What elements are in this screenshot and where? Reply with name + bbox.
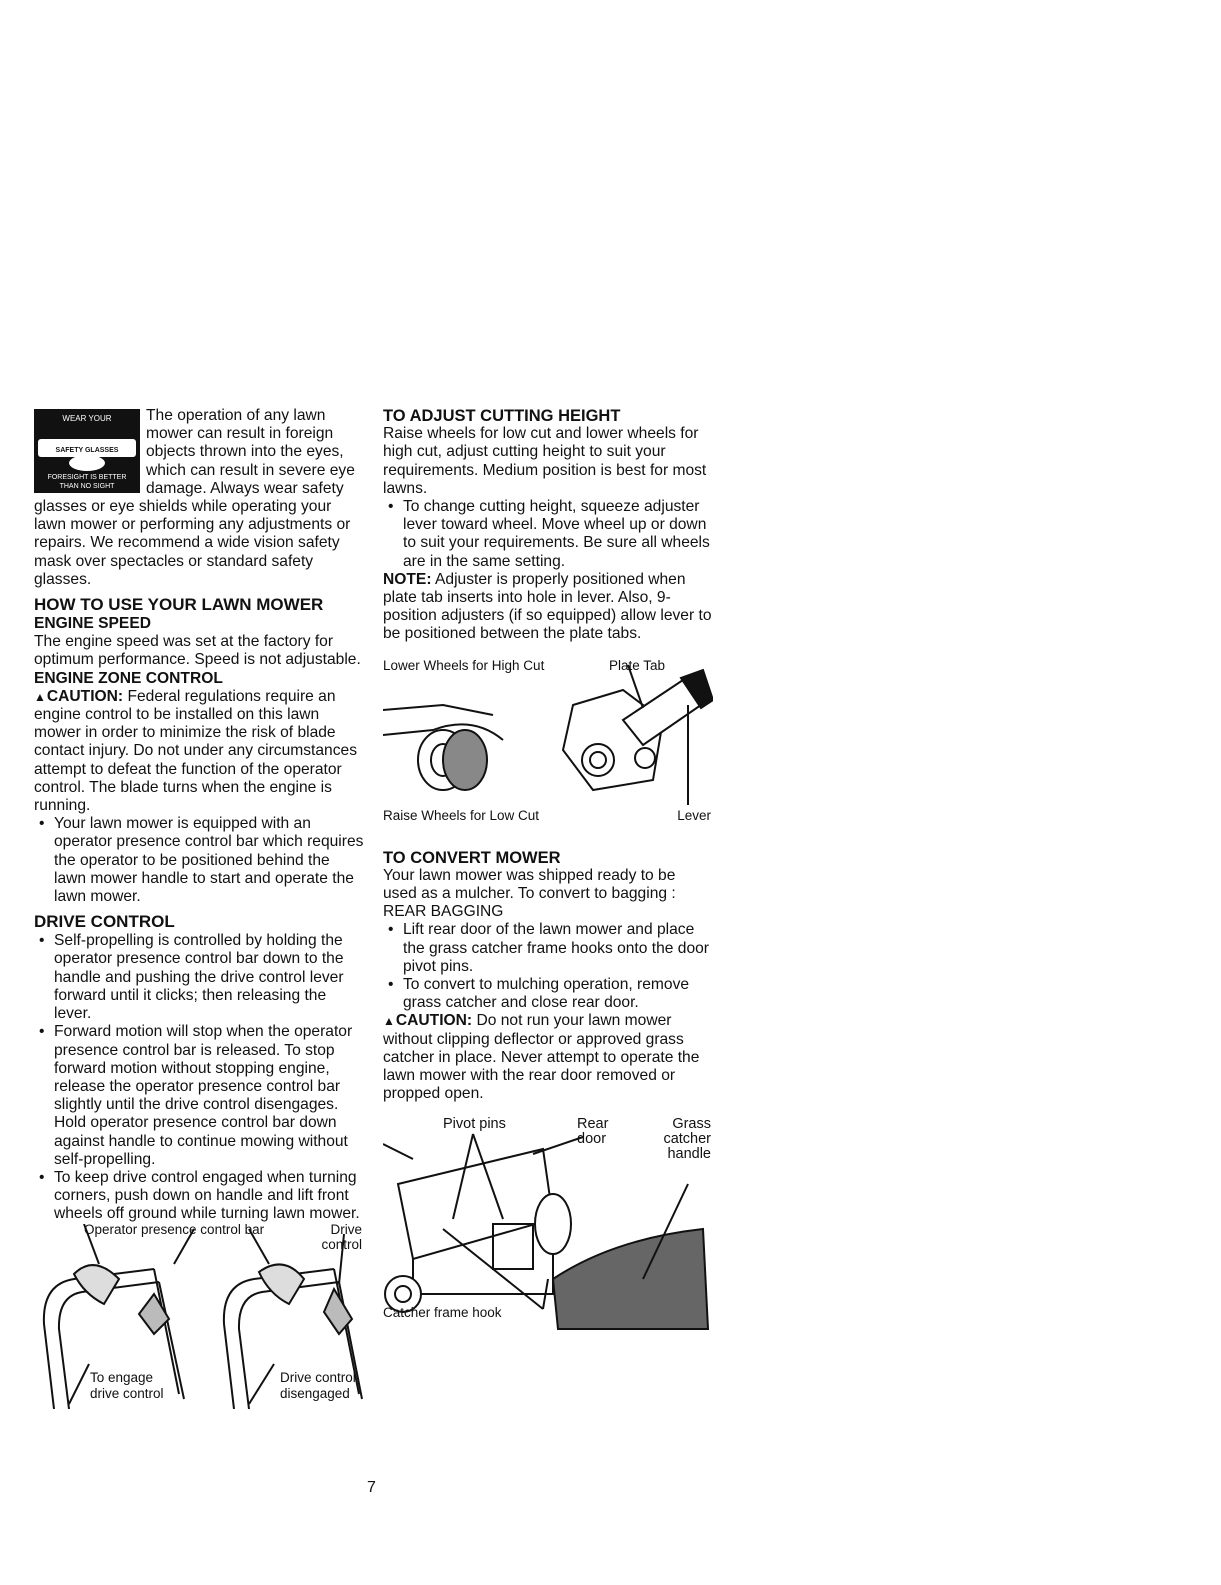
label-raise-wheels: Raise Wheels for Low Cut [383, 807, 540, 823]
caution-paragraph [34, 688, 364, 815]
caution-label-2: CAUTION: [395, 1012, 473, 1030]
right-column [383, 407, 713, 1334]
label-disengaged: disengaged [280, 1385, 350, 1401]
left-column [34, 407, 364, 1409]
list-item: • To convert to mulching operation, remove grass catcher and close rear door. [403, 976, 713, 1012]
label-operator-presence: Operator presence control bar [84, 1221, 265, 1237]
label-catcher-frame-hook: Catcher frame hook [383, 1305, 502, 1321]
heading-rear-bagging: REAR BAGGING [383, 903, 504, 921]
label-lever: Lever [677, 807, 711, 823]
note-paragraph [383, 571, 713, 644]
label-drive-control-2: Drive control [280, 1369, 356, 1385]
list-item: • Forward motion will stop when the operator presence control bar is released. To stop forward motion without stopping engine, release the operator presence control bar slightly until the drive control disengages. Hold operator presence control bar down against handle to continue mowing without self-propelling. [54, 1023, 364, 1169]
list-item: • To change cutting height, squeeze adjuster lever toward wheel. Move wheel up or down to suit your requirements. Be sure all wheels are in the same setting. [403, 498, 713, 571]
engine-speed-text: The engine speed was set at the factory for optimum performance. Speed is not adjustable. [34, 633, 361, 669]
label-drive-control: drive control [90, 1385, 164, 1401]
list-item: • To keep drive control engaged when turning corners, push down on handle and lift front wheels off ground while turning lawn mower. [54, 1169, 364, 1224]
label-to-engage: To engage [90, 1369, 154, 1385]
caution-paragraph-2 [383, 1012, 713, 1103]
caution-text-2: Do not run your lawn mower without clipping deflector or approved grass catcher in place. Never attempt to operate the lawn mower with the rear door removed or propped open. [383, 1012, 700, 1103]
cutting-height-figure [383, 657, 713, 825]
label-pivot-pins: Pivot pins [443, 1116, 506, 1133]
label-door: door [577, 1131, 607, 1148]
label-drive: Drive [330, 1221, 362, 1237]
bagging-figure [383, 1116, 713, 1334]
warning-icon: ▲ [34, 689, 46, 704]
heading-drive-control: DRIVE CONTROL [34, 912, 175, 932]
intro-text: The operation of any lawn mower can result in foreign objects thrown into the eyes, which can result in severe eye damage. Always wear safety glasses or eye shields while operating your lawn mower or performing any adjustments or repairs. We recommend a wide vision safety mask over spectacles or standard safety glasses. [34, 407, 355, 588]
label-catcher: catcher [663, 1131, 711, 1148]
bagging-list [383, 921, 713, 1012]
badge-bottom-text-2: THAN NO SIGHT [59, 483, 115, 490]
intro-block [34, 407, 364, 589]
list-item: • Lift rear door of the lawn mower and place the grass catcher frame hooks onto the door pivot pins. [403, 921, 713, 976]
page-number: 7 [367, 1479, 376, 1496]
heading-convert-mower: TO CONVERT MOWER [383, 848, 561, 867]
cut-list [383, 498, 713, 571]
note-text: Adjuster is properly positioned when plate tab inserts into hole in lever. Also, 9-position adjusters (if so equipped) allow lever to be positioned between the plate tabs. [383, 570, 712, 643]
heading-adjust-cutting-height: TO ADJUST CUTTING HEIGHT [383, 407, 621, 425]
wheel-adjuster-illustration [383, 657, 713, 825]
safety-glasses-badge [34, 409, 140, 493]
list-item: • Self-propelling is controlled by holding the operator presence control bar down to the handle and pushing the drive control lever forward until it clicks; then releasing the lever. [54, 932, 364, 1023]
label-rear: Rear [577, 1116, 609, 1133]
heading-engine-speed: ENGINE SPEED [34, 615, 151, 633]
convert-text: Your lawn mower was shipped ready to be used as a mulcher. To convert to bagging : [383, 866, 676, 903]
heading-engine-zone-control: ENGINE ZONE CONTROL [34, 669, 223, 687]
list-item: • Your lawn mower is equipped with an operator presence control bar which requires the operator to be positioned behind the lawn mower handle to start and operate the lawn mower. [54, 815, 364, 906]
cut-height-text: Raise wheels for low cut and lower wheels for high cut, adjust cutting height to suit your requirements. Medium position is best for most lawns. [383, 425, 707, 497]
label-lower-wheels: Lower Wheels for High Cut [383, 657, 545, 673]
drive-control-figure [34, 1221, 364, 1409]
badge-bottom-text-1: FORESIGHT IS BETTER [47, 474, 127, 481]
label-handle: handle [667, 1146, 711, 1163]
note-label: NOTE: [383, 570, 432, 588]
caution-text: Federal regulations require an engine control to be installed on this lawn mower in order to minimize the risk of blade contact injury. Do not under any circumstances attempt to defeat the function of the operator control. The blade turns when the engine is running. [34, 687, 357, 815]
badge-top-text: WEAR YOUR [62, 414, 112, 423]
drive-list [34, 932, 364, 1223]
badge-mid-text: SAFETY GLASSES [55, 447, 119, 454]
zone-list [34, 815, 364, 906]
label-grass: Grass [672, 1116, 711, 1133]
warning-icon: ▲ [383, 1014, 395, 1029]
caution-label: CAUTION: [46, 687, 124, 705]
heading-how-to-use: HOW TO USE YOUR LAWN MOWER [34, 595, 324, 615]
label-plate-tab: Plate Tab [609, 657, 666, 673]
label-control: control [321, 1236, 362, 1252]
